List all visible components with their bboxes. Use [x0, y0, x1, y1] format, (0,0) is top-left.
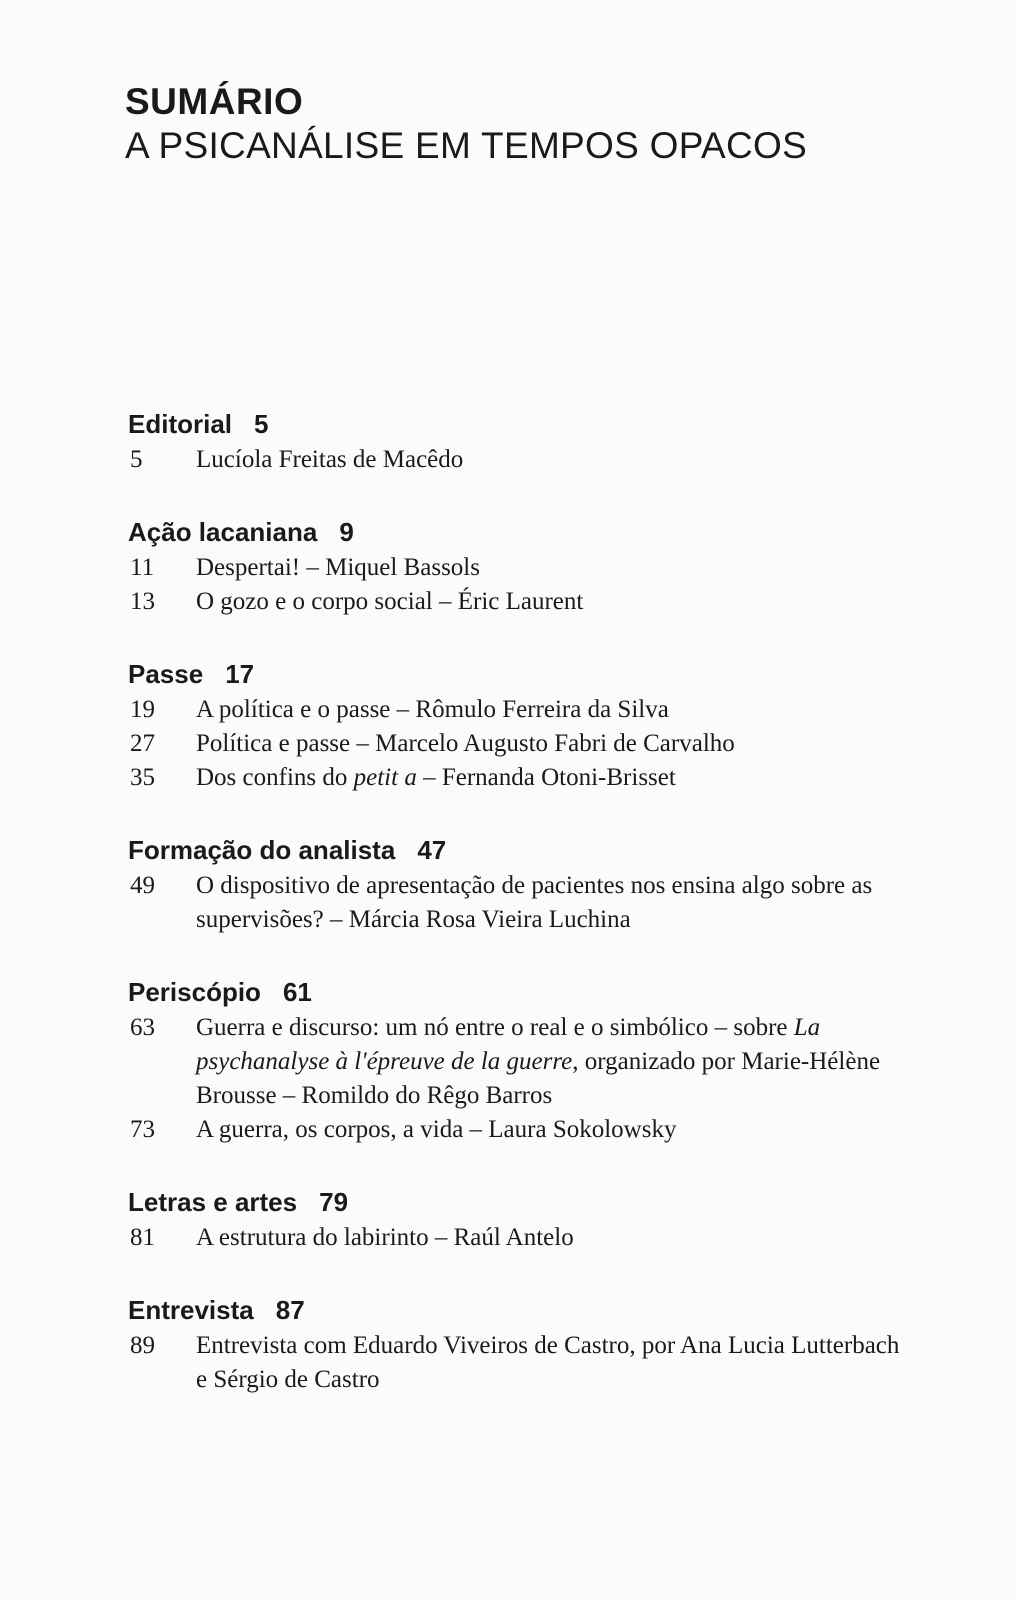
entry-text	[196, 1329, 908, 1397]
entry-page-number: 27	[130, 730, 155, 757]
entry-text	[196, 727, 908, 761]
toc-entry	[128, 1221, 908, 1255]
entry-text-part: Lucíola Freitas de Macêdo	[196, 446, 464, 473]
section-heading	[128, 513, 908, 551]
page-header	[125, 80, 807, 168]
entry-text-part: Política e passe – Marcelo Augusto Fabri de Carvalho	[196, 730, 735, 757]
entry-text-part: O gozo e o corpo social – Éric Laurent	[196, 588, 584, 615]
section-page-number: 79	[319, 1187, 349, 1217]
section-heading	[128, 973, 908, 1011]
section-heading	[128, 831, 908, 869]
entry-text	[196, 585, 908, 619]
table-of-contents	[128, 405, 908, 1433]
toc-section	[128, 405, 908, 477]
section-page-number: 87	[275, 1295, 305, 1325]
section-page-number: 47	[417, 835, 447, 865]
toc-section	[128, 655, 908, 795]
entry-text	[196, 443, 908, 477]
toc-entry	[128, 443, 908, 477]
section-title: Ação lacaniana	[128, 517, 318, 547]
entry-italic-title: petit a	[353, 764, 417, 791]
entry-text-part: A política e o passe – Rômulo Ferreira da Silva	[196, 696, 669, 723]
toc-entry	[128, 551, 908, 585]
toc-entry	[128, 1329, 908, 1397]
entry-text-part: – Fernanda Otoni-Brisset	[416, 764, 676, 791]
entry-page-number: 73	[130, 1116, 155, 1143]
entry-text	[196, 1011, 908, 1113]
entry-page-number: 81	[130, 1224, 155, 1251]
toc-section	[128, 973, 908, 1147]
section-title: Editorial	[128, 409, 233, 439]
toc-section	[128, 831, 908, 937]
section-title: Letras e artes	[128, 1187, 298, 1217]
entry-text-part: , organizado por Marie-Hélène Brousse – Romildo do Rêgo Barros	[196, 1048, 881, 1109]
entry-page-number: 49	[130, 872, 155, 899]
section-heading	[128, 1291, 908, 1329]
entry-text-part: Despertai! – Miquel Bassols	[196, 554, 480, 581]
toc-section	[128, 513, 908, 619]
section-heading	[128, 405, 908, 443]
toc-entry	[128, 761, 908, 795]
entry-text	[196, 1113, 908, 1147]
entry-text	[196, 1221, 908, 1255]
entry-text-part: Entrevista com Eduardo Viveiros de Castro, por Ana Lucia Lutterbach e Sérgio de Castro	[196, 1332, 900, 1393]
section-heading	[128, 655, 908, 693]
section-page-number: 9	[339, 517, 354, 547]
entry-page-number: 11	[130, 554, 155, 581]
toc-entry	[128, 869, 908, 937]
toc-entry	[128, 1113, 908, 1147]
toc-entry	[128, 693, 908, 727]
section-title: Formação do analista	[128, 835, 396, 865]
entry-page-number: 19	[130, 696, 155, 723]
entry-italic-title: La psychanalyse à l'épreuve de la guerre	[196, 1014, 821, 1075]
toc-entry	[128, 727, 908, 761]
section-title: Passe	[128, 659, 204, 689]
entry-text-part: Dos confins do	[196, 764, 354, 791]
entry-text	[196, 693, 908, 727]
page-subtitle: A PSICANÁLISE EM TEMPOS OPACOS	[125, 125, 808, 166]
entry-text	[196, 551, 908, 585]
entry-text-part: O dispositivo de apresentação de pacientes nos ensina algo sobre as supervisões? – Márcia Rosa Vieira Luchina	[196, 872, 873, 933]
entry-page-number: 5	[130, 446, 143, 473]
entry-text	[196, 761, 908, 795]
entry-text-part: Guerra e discurso: um nó entre o real e o simbólico – sobre	[196, 1014, 794, 1041]
toc-section	[128, 1291, 908, 1397]
section-page-number: 5	[254, 409, 269, 439]
toc-entry	[128, 1011, 908, 1113]
section-page-number: 61	[282, 977, 312, 1007]
entry-text-part: A estrutura do labirinto – Raúl Antelo	[196, 1224, 574, 1251]
toc-entry	[128, 585, 908, 619]
entry-text	[196, 869, 908, 937]
section-title: Entrevista	[128, 1295, 254, 1325]
entry-page-number: 89	[130, 1332, 155, 1359]
section-title: Periscópio	[128, 977, 261, 1007]
section-heading	[128, 1183, 908, 1221]
toc-section	[128, 1183, 908, 1255]
entry-page-number: 35	[130, 764, 155, 791]
entry-text-part: A guerra, os corpos, a vida – Laura Sokolowsky	[196, 1116, 677, 1143]
section-page-number: 17	[225, 659, 255, 689]
page-title: SUMÁRIO	[125, 81, 304, 122]
entry-page-number: 13	[130, 588, 155, 615]
entry-page-number: 63	[130, 1014, 155, 1041]
